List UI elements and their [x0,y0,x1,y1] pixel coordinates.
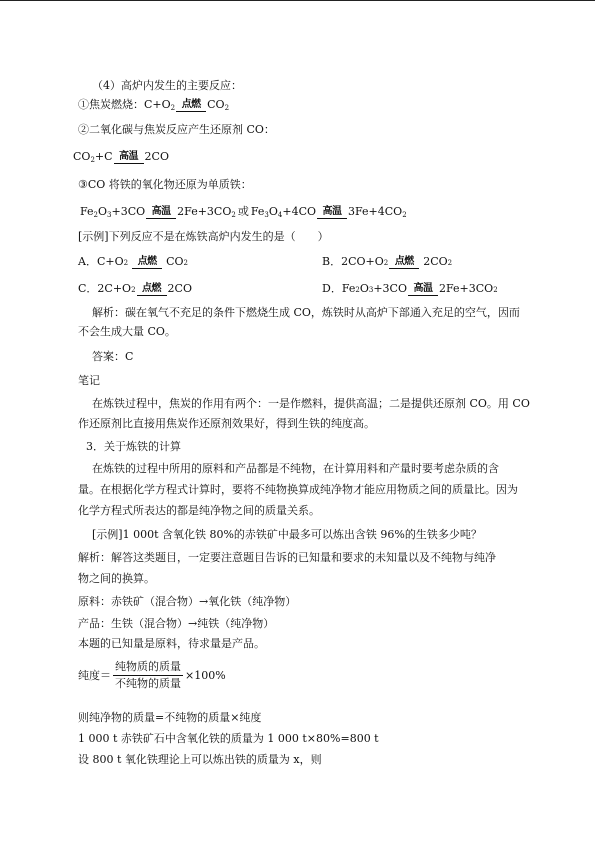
condition-arrow: 点燃 [137,284,167,296]
section3-title: 3．关于炼铁的计算 [86,440,181,453]
reactants: $CO_2+C$ [73,150,113,164]
final-line: 设 800 t 氧化铁理论上可以炼出铁的质量为 x，则 [78,753,322,766]
page-top-rule [0,0,595,1]
section3-para-line1: 在炼铁的过程中所用的原料和产品都是不纯物，在计算用料和产量时要考虑杂质的含 [92,462,499,475]
calculation-line: 1 000 t 赤铁矿石中含氧化铁的质量为 1 000 t×80%=800 t [78,732,379,745]
condition-arrow: 高温 [114,152,144,164]
reaction-iron-oxide-reduction [80,205,407,220]
or-word: 或 [237,205,249,218]
condition-arrow: 高温 [317,207,347,219]
products: 2CO [144,150,169,163]
purity-label: 纯度＝ [78,668,111,682]
section3-para-line3: 化学方程式所表达的都是纯净物之间的质量关系。 [78,504,320,517]
explanation2-line1: 解析：解答这类题目，一定要注意题目告诉的已知量和要求的未知量以及不纯物与纯净 [78,551,496,564]
reactants: $Fe_3O_4+4CO$ [250,205,317,219]
purity-fraction [113,660,183,691]
item4-title: （4）高炉内发生的主要反应： [92,79,242,92]
condition-arrow: 点燃 [176,100,206,112]
notes-heading: 笔记 [78,374,100,387]
reactants: $Fe_2O_3+3CO$ [80,205,146,219]
condition-arrow: 点燃 [132,257,162,269]
reaction-co2-coke [73,150,169,165]
condition-arrow: 高温 [408,284,438,296]
item2-text: ②二氧化碳与焦炭反应产生还原剂 CO： [78,123,275,136]
option-a: A．C+O 2 点燃 CO 2 [78,255,188,268]
product-line: 产品：生铁（混合物）→纯铁（纯净物） [78,617,275,630]
condition-arrow: 点燃 [389,257,419,269]
mass-formula: 则纯净物的质量=不纯物的质量×纯度 [78,711,262,724]
condition-arrow: 高温 [146,207,176,219]
notes-line1: 在炼铁过程中，焦炭的作用有两个：一是作燃料，提供高温；二是提供还原剂 CO。用 CO [92,397,530,410]
option-c: C．2C+O 2 点燃 2CO [78,282,192,295]
explanation1-line1: 解析：碳在氧气不充足的条件下燃烧生成 CO，炼铁时从高炉下部通入充足的空气，因而 [92,306,520,319]
purity-percent: ×100% [185,668,226,682]
explanation1-line2: 不会生成大量 CO。 [78,325,176,338]
example2-question: [示例]1 000t 含氧化铁 80%的赤铁矿中最多可以炼出含铁 96%的生铁多少吨？ [92,528,482,541]
purity-formula [78,660,226,691]
reactants: $C+O_2$ [144,98,176,112]
explanation2-line2: 物之间的换算。 [78,572,155,585]
known-line: 本题的已知量是原料，待求量是产品。 [78,637,265,650]
item3-text: ③CO 将铁的氧化物还原为单质铁： [78,178,252,191]
option-b: B．2CO+O 2 点燃 2CO 2 [322,255,453,268]
reaction-coke-combustion [78,98,229,113]
reaction-label: ①焦炭燃烧： [78,98,144,111]
products: $3Fe+4CO_2$ [348,205,407,219]
example1-question: [示例]下列反应不是在炼铁高炉内发生的是（ ） [78,230,329,243]
products: $CO_2$ [207,98,230,112]
section3-para-line2: 量。在根据化学方程式计算时，要将不纯物换算成纯净物才能应用物质之间的质量比。因为 [78,483,518,496]
notes-line2: 作还原剂比直接用焦炭作还原剂效果好，得到生铁的纯度高。 [78,417,375,430]
fraction-numerator: 纯物质的质量 [115,660,181,673]
material-line: 原料：赤铁矿（混合物）→氧化铁（纯净物） [78,595,297,608]
option-d: D．Fe 2 O 3 +3CO 高温 2Fe+3CO 2 [322,282,498,295]
answer1: 答案：C [92,350,134,363]
fraction-denominator: 不纯物的质量 [115,677,181,690]
products: $2Fe+3CO_2$ [177,205,236,219]
